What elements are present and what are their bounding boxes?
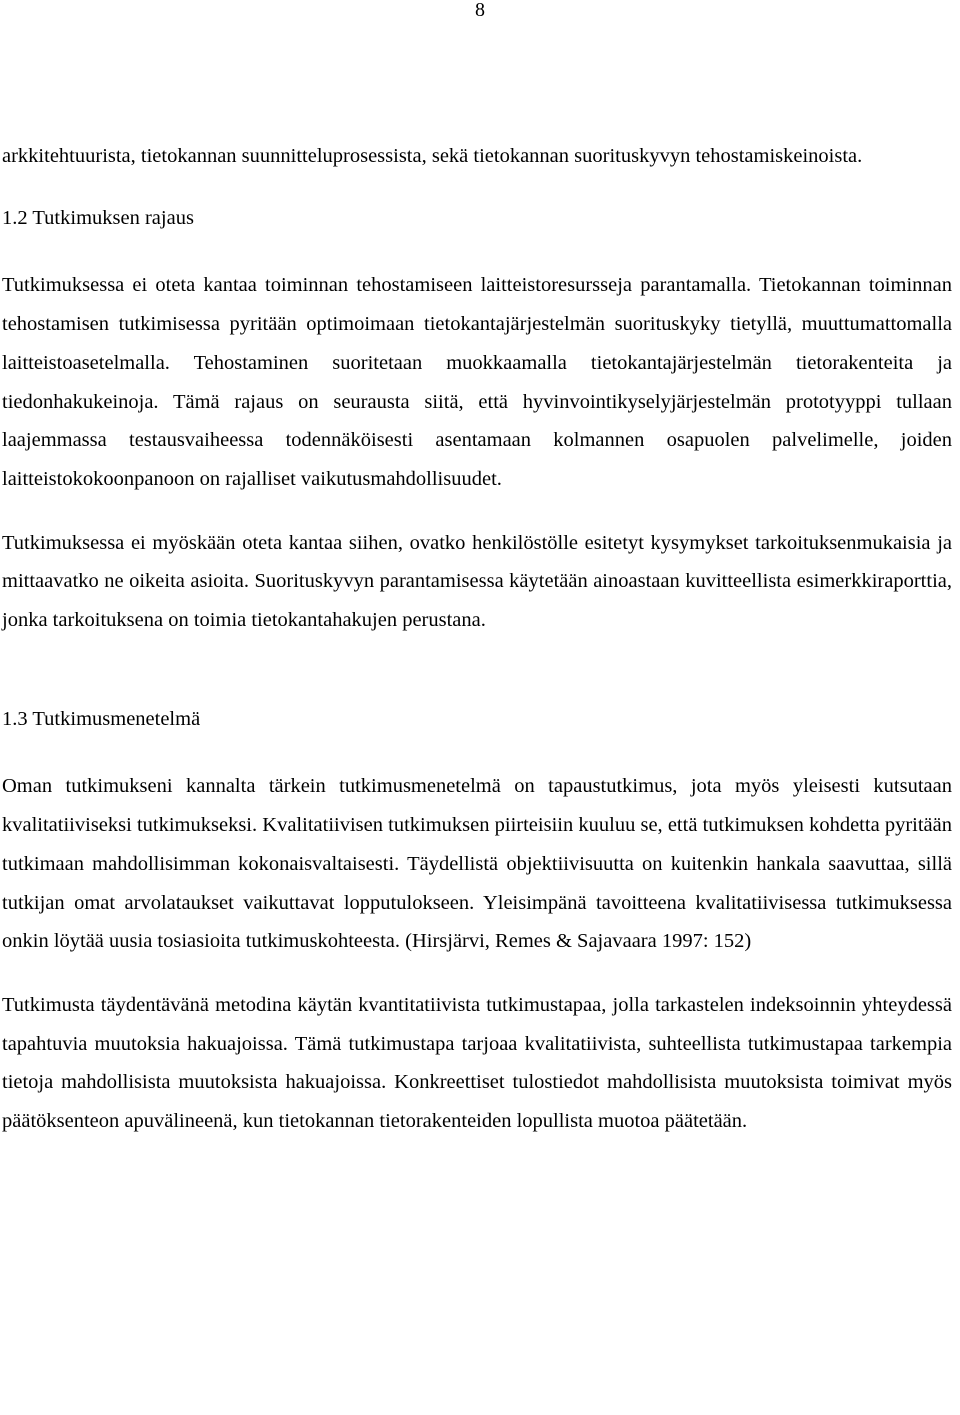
heading-tutkimuksen-rajaus: 1.2 Tutkimuksen rajaus (2, 206, 194, 229)
paragraph-rajaus-1: Tutkimuksessa ei oteta kantaa toiminnan tehostamiseen laitteistoresursseja parantamalla. Tietokannan toiminnan tehostamisen tutkimisessa pyritään optimoimaan tietokantajärjestelmän suorituskyky tietyllä, muuttumattomalla laitteistoasetelmalla. Tehostaminen suoritetaan muokkaamalla tietokantajärjestelmän tietorakenteita ja tiedonhakukeinoja. Tämä rajaus on seurausta siitä, että hyvinvointikyselyjärjestelmän prototyyppi tullaan laajemmassa testausvaiheessa todennäköisesti asentamaan kolmannen osapuolen palvelimelle, joiden laitteistokokoonpanoon on rajalliset vaikutusmahdollisuudet. (2, 274, 952, 490)
page-number: 8 (475, 0, 485, 21)
paragraph-rajaus-2: Tutkimuksessa ei myöskään oteta kantaa siihen, ovatko henkilöstölle esitetyt kysymykset tarkoituksenmukaisia ja mittaavatko ne oikeita asioita. Suorituskyvyn parantamisessa käytetään ainoastaan kuvitteellista esimerkkiraporttia, jonka tarkoituksena on toimia tietokantahakujen perustana. (2, 531, 952, 632)
document-body (2, 137, 952, 1141)
heading-tutkimusmenetelma: 1.3 Tutkimusmenetelmä (2, 707, 201, 730)
paragraph-intro-tail: arkkitehtuurista, tietokannan suunnitteluprosessista, sekä tietokannan suorituskyvyn tehostamiskeinoista. (2, 145, 863, 167)
paragraph-menetelma-2: Tutkimusta täydentävänä metodina käytän kvantitatiivista tutkimustapaa, jolla tarkastelen indeksoinnin yhteydessä tapahtuvia muutoksia hakuajoissa. Tämä tutkimustapa tarjoaa kvalitatiivista, suhteellista tutkimustapaa tarkempia tietoja mahdollisista muutoksista hakuajoissa. Konkreettiset tulostiedot mahdollisista muutoksista toimivat myös päätöksenteon apuvälineenä, kun tietokannan tietorakenteiden lopullista muotoa päätetään. (2, 993, 952, 1133)
paragraph-menetelma-1: Oman tutkimukseni kannalta tärkein tutkimusmenetelmä on tapaustutkimus, jota myös yleisesti kutsutaan kvalitatiiviseksi tutkimukseksi. Kvalitatiivisen tutkimuksen piirteisiin kuuluu se, että tutkimuksen kohdetta pyritään tutkimaan mahdollisimman kokonaisvaltaisesti. Täydellistä objektiivisuutta on kuitenkin hankala saavuttaa, sillä tutkijan omat arvolataukset vaikuttavat lopputulokseen. Yleisimpänä tavoitteena kvalitatiivisessa tutkimuksessa onkin löytää uusia tosiasioita tutkimuskohteesta. (Hirsjärvi, Remes & Sajavaara 1997: 152) (2, 775, 952, 953)
